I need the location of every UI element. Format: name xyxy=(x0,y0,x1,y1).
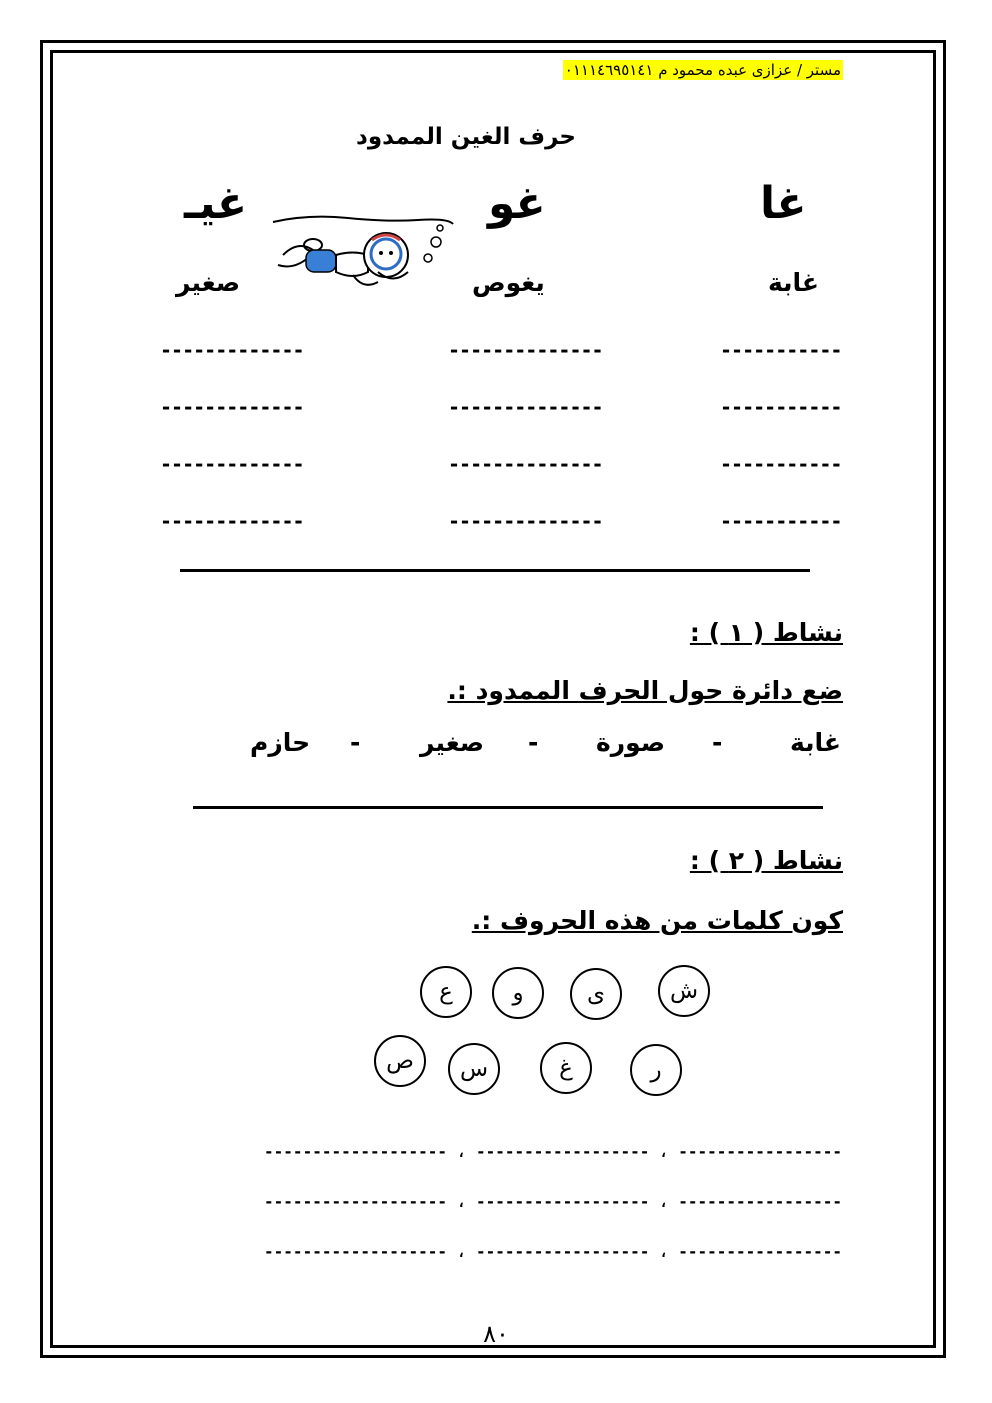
choice-word[interactable]: صغير xyxy=(420,728,485,757)
letter: ر xyxy=(650,1057,662,1083)
choice-word[interactable]: غابة xyxy=(790,728,842,757)
letter-circle[interactable] xyxy=(630,1044,682,1096)
practice-line-col2[interactable]: -------------- xyxy=(448,338,603,362)
letter: و xyxy=(512,980,524,1006)
letter: ع xyxy=(439,979,453,1005)
practice-line-col3[interactable]: ------------- xyxy=(160,395,304,419)
word-saghir: صغير xyxy=(176,268,241,297)
letter: ش xyxy=(669,978,699,1004)
answer-line[interactable]: ----------------- ، ------------------ ، ------------------- xyxy=(264,1242,842,1261)
letter-circle[interactable] xyxy=(492,967,544,1019)
section-divider xyxy=(180,569,810,572)
letter-circle[interactable] xyxy=(570,968,622,1020)
syllable-ghu: غو xyxy=(488,178,546,229)
syllable-ghi: غيـ xyxy=(184,178,248,229)
answer-line[interactable]: ----------------- ، ------------------ ، ------------------- xyxy=(264,1192,842,1211)
choice-separator: - xyxy=(350,728,361,757)
practice-line-col3[interactable]: ------------- xyxy=(160,509,304,533)
letter-circle[interactable] xyxy=(420,966,472,1018)
letter-circle[interactable] xyxy=(658,965,710,1017)
practice-line-col2[interactable]: -------------- xyxy=(448,509,603,533)
practice-line-col1[interactable]: ----------- xyxy=(720,395,842,419)
answer-line[interactable]: ----------------- ، ------------------ ، ------------------- xyxy=(264,1142,842,1161)
page-title: حرف الغين الممدود xyxy=(356,124,576,150)
practice-line-col2[interactable]: -------------- xyxy=(448,395,603,419)
choice-separator: - xyxy=(712,728,723,757)
letter: س xyxy=(459,1056,489,1082)
syllable-gha: غا xyxy=(760,178,807,229)
letter: ى xyxy=(586,981,605,1007)
swimmer-illustration xyxy=(268,210,458,300)
choice-word[interactable]: صورة xyxy=(596,728,665,757)
activity1-instruction: ضع دائرة حول الحرف الممدود :. xyxy=(447,676,843,705)
letter: ص xyxy=(386,1048,414,1074)
letter-circle[interactable] xyxy=(374,1035,426,1087)
activity2-instruction: كون كلمات من هذه الحروف :. xyxy=(471,906,843,935)
page-number: ٨٠ xyxy=(483,1320,509,1348)
choice-separator: - xyxy=(528,728,539,757)
word-yaghus: يغوص xyxy=(472,268,545,297)
teacher-note: مستر / عزازى عبده محمود م ٠١١١٤٦٩٥١٤١ xyxy=(564,61,841,79)
practice-line-col1[interactable]: ----------- xyxy=(720,509,842,533)
word-ghaba: غابة xyxy=(768,268,820,297)
practice-line-col3[interactable]: ------------- xyxy=(160,452,304,476)
practice-line-col1[interactable]: ----------- xyxy=(720,452,842,476)
practice-line-col1[interactable]: ----------- xyxy=(720,338,842,362)
section-divider xyxy=(193,806,823,809)
activity2-title: نشاط ( ٢ ) : xyxy=(689,846,843,875)
letter: غ xyxy=(559,1055,573,1081)
practice-line-col3[interactable]: ------------- xyxy=(160,338,304,362)
practice-line-col2[interactable]: -------------- xyxy=(448,452,603,476)
activity1-title: نشاط ( ١ ) : xyxy=(689,618,843,647)
letter-circle[interactable] xyxy=(448,1043,500,1095)
letter-circle[interactable] xyxy=(540,1042,592,1094)
choice-word[interactable]: حازم xyxy=(250,728,311,757)
